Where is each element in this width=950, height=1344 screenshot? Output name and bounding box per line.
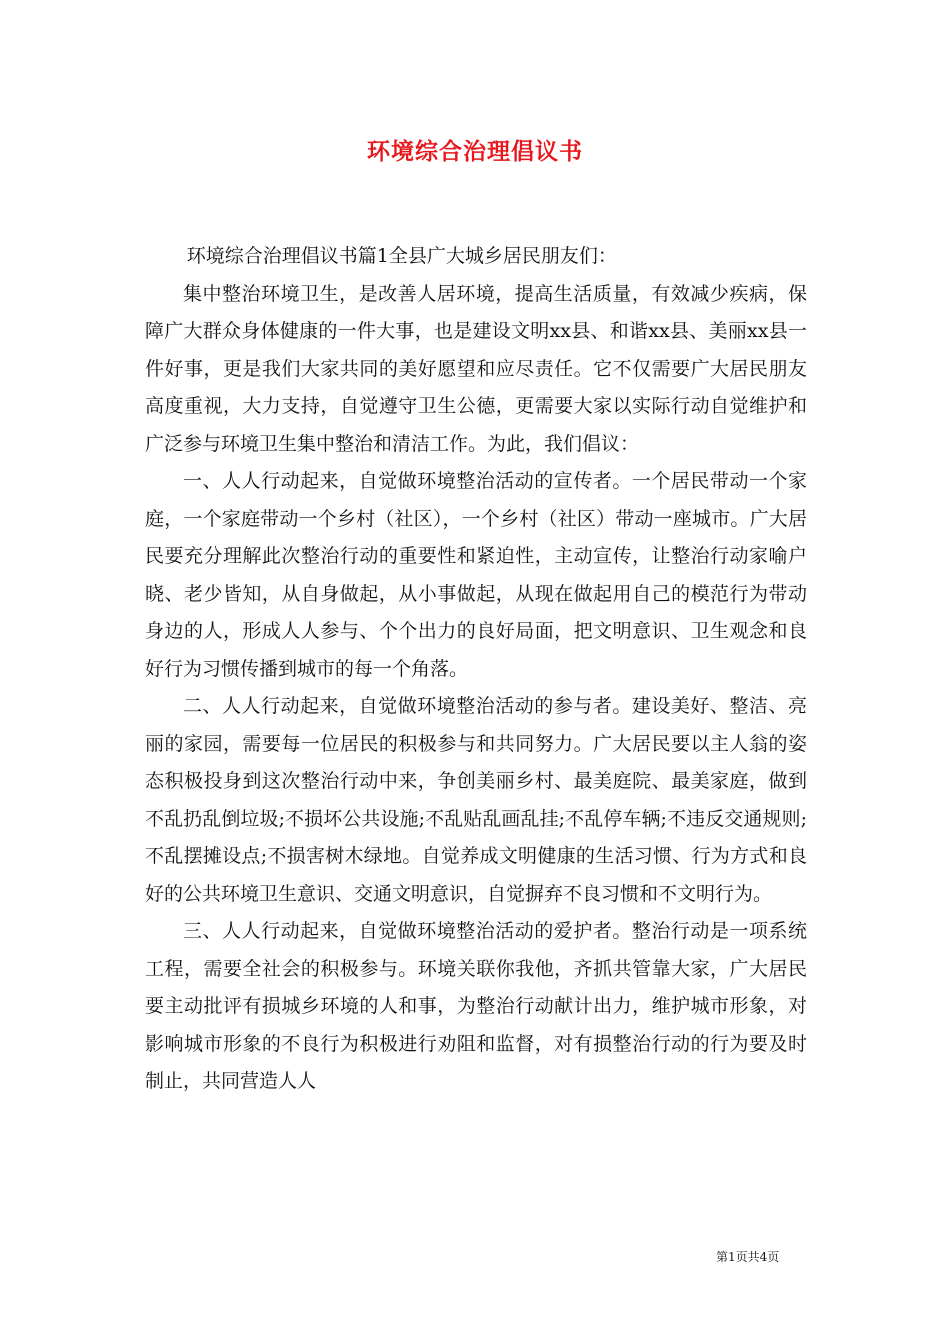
document-title: 环境综合治理倡议书: [367, 138, 583, 165]
intro-paragraph: 集中整治环境卫生，是改善人居环境，提高生活质量，有效减少疾病，保障广大群众身体健康的一件大事，也是建设文明xx县、和谐xx县、美丽xx县一件好事，更是我们大家共同的美好愿望和应尽责任。它不仅需要广大居民朋友高度重视，大力支持，自觉遵守卫生公德，更需要大家以实际行动自觉维护和广泛参与环境卫生集中整治和清洁工作。为此，我们倡议：: [145, 282, 807, 455]
proposal-paragraph-1: 一、人人行动起来，自觉做环境整治活动的宣传者。一个居民带动一个家庭，一个家庭带动一个乡村（社区），一个乡村（社区）带动一座城市。广大居民要充分理解此次整治行动的重要性和紧迫性，主动宣传，让整治行动家喻户晓、老少皆知，从自身做起，从小事做起，从现在做起用自己的模范行为带动身边的人，形成人人参与、个个出力的良好局面，把文明意识、卫生观念和良好行为习惯传播到城市的每一个角落。: [145, 470, 807, 680]
proposal-paragraph-3: 三、人人行动起来，自觉做环境整治活动的爱护者。整治行动是一项系统工程，需要全社会的积极参与。环境关联你我他，齐抓共管靠大家，广大居民要主动批评有损城乡环境的人和事，为整治行动献计出力，维护城市形象，对影响城市形象的不良行为积极进行劝阻和监督，对有损整治行动的行为要及时制止，共同营造人人: [145, 920, 807, 1092]
greeting-paragraph: 环境综合治理倡议书篇1全县广大城乡居民朋友们：: [186, 245, 617, 267]
proposal-paragraph-2: 二、人人行动起来，自觉做环境整治活动的参与者。建设美好、整洁、亮丽的家园，需要每一位居民的积极参与和共同努力。广大居民要以主人翁的姿态积极投身到这次整治行动中来，争创美丽乡村、最美庭院、最美家庭，做到不乱扔乱倒垃圾;不损坏公共设施;不乱贴乱画乱挂;不乱停车辆;不违反交通规则;不乱摆摊设点;不损害树木绿地。自觉养成文明健康的生活习惯、行为方式和良好的公共环境卫生意识、交通文明意识，自觉摒弃不良习惯和不文明行为。: [145, 695, 807, 905]
document-body: [145, 238, 807, 1101]
page-number-footer: 第1页共4页: [716, 1250, 780, 1264]
